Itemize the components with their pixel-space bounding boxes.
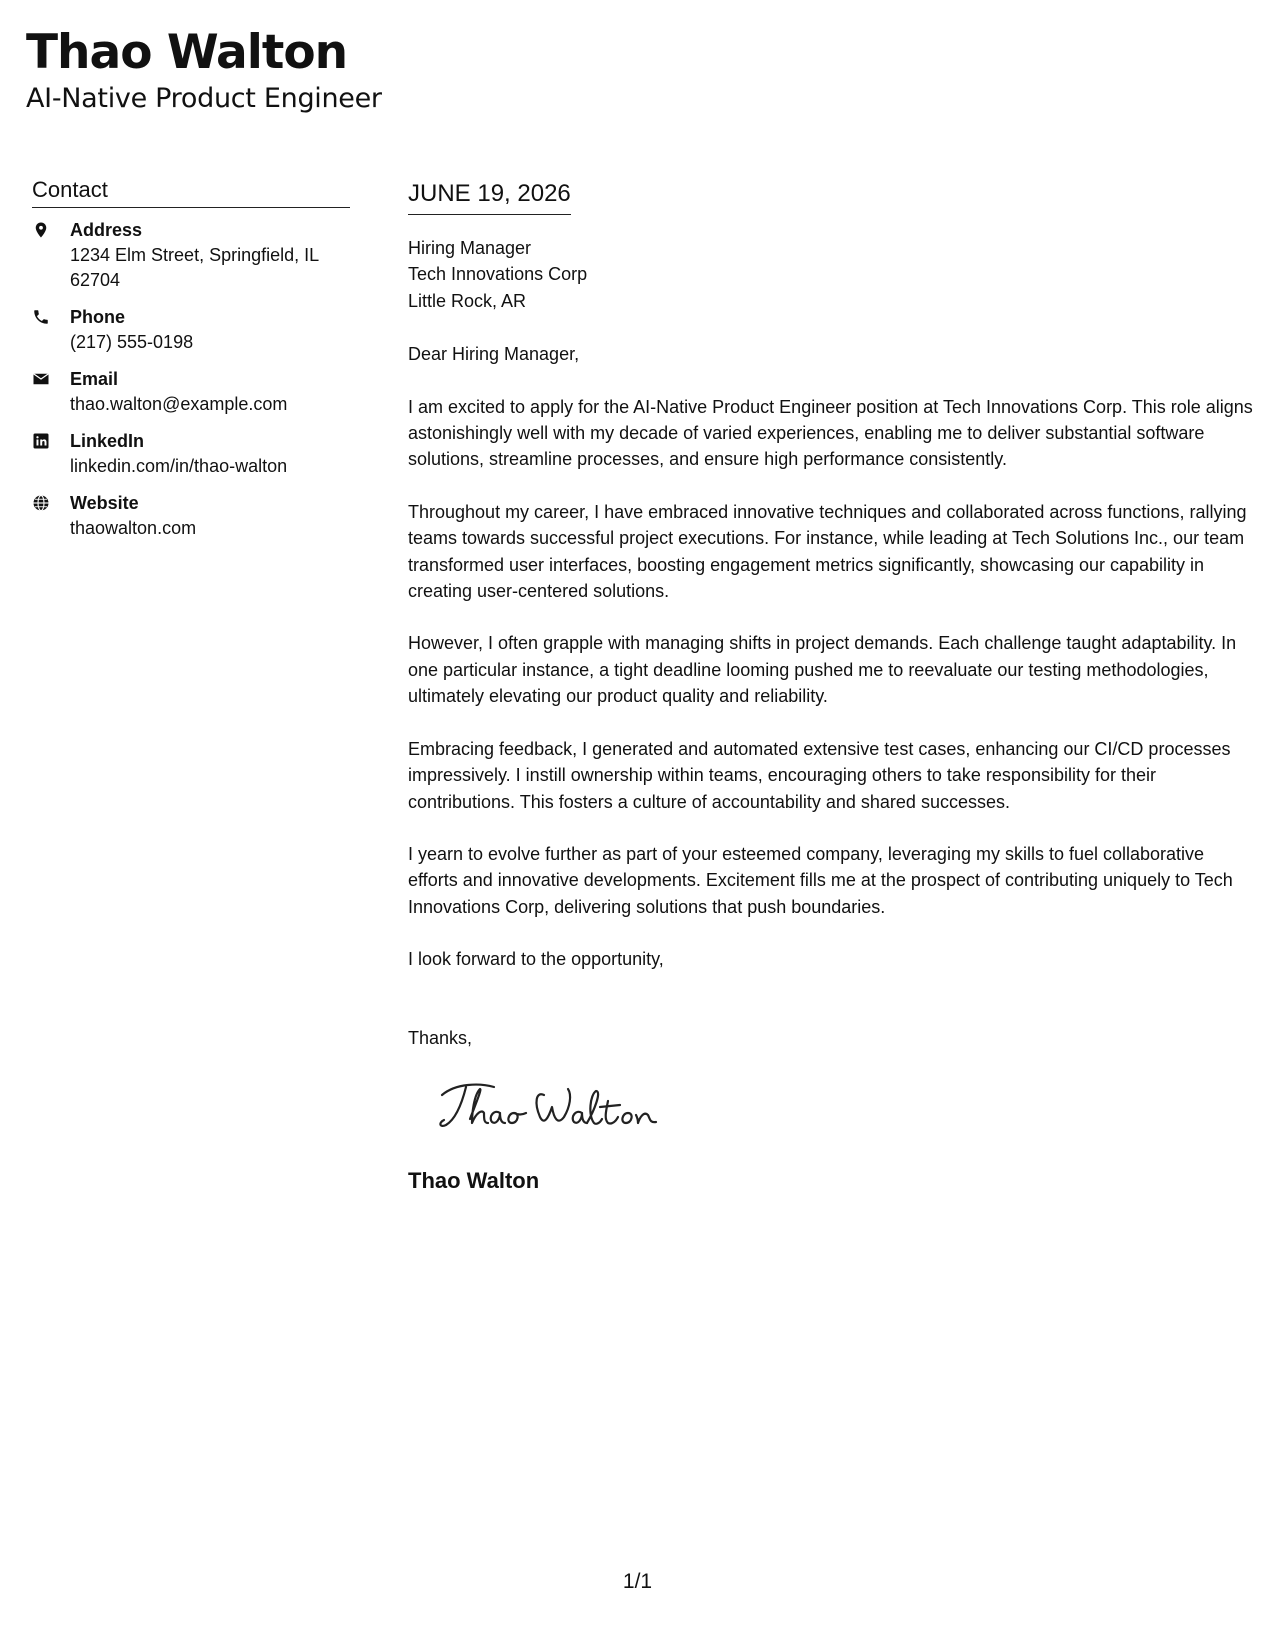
letter-date: JUNE 19, 2026	[408, 178, 571, 215]
recipient-line: Little Rock, AR	[408, 290, 527, 311]
recipient-line: Tech Innovations Corp	[408, 264, 588, 285]
contact-heading: Contact	[32, 176, 350, 208]
contact-label: Phone	[70, 307, 126, 327]
letter-paragraph: However, I often grapple with managing shifts in project demands. Each challenge taught adaptability. In one particular instance, a tight deadline looming pushed me to reevaluate our testing methodologies, ultimately elevating our product quality and reliability.	[408, 633, 1237, 707]
map-pin-icon	[32, 218, 70, 239]
contact-address	[32, 218, 350, 293]
contact-website	[32, 491, 350, 541]
globe-icon	[32, 491, 70, 512]
letter-paragraph: I am excited to apply for the AI-Native Product Engineer position at Tech Innovations Corp. This role aligns astonishingly well with my decade of varied experiences, enabling me to deliver substantial software solutions, streamline processes, and ensure high performance consistently.	[408, 396, 1253, 470]
salutation: Dear Hiring Manager,	[408, 344, 580, 365]
envelope-icon	[32, 367, 70, 388]
letter-body	[408, 178, 1256, 1196]
contact-label: LinkedIn	[70, 431, 145, 451]
contact-value: 1234 Elm Street, Springfield, IL 62704	[70, 245, 319, 290]
contact-label: Website	[70, 493, 139, 513]
page-number: 1/1	[622, 1570, 653, 1593]
recipient-line: Hiring Manager	[408, 238, 532, 258]
signer-name: Thao Walton	[408, 1168, 540, 1194]
recipient-block	[408, 235, 1256, 314]
handwritten-signature	[436, 1073, 666, 1143]
phone-icon	[32, 305, 70, 326]
closing-line: I look forward to the opportunity,	[408, 949, 664, 970]
header	[26, 24, 382, 116]
applicant-name: Thao Walton	[26, 25, 348, 80]
contact-value: (217) 555-0198	[70, 332, 194, 352]
applicant-job-title: AI-Native Product Engineer	[26, 83, 382, 114]
linkedin-icon	[32, 429, 70, 450]
contact-email	[32, 367, 350, 417]
letter-paragraph: Throughout my career, I have embraced innovative techniques and collaborated across functions, rallying teams towards successful project executions. For instance, while leading at Tech Solutions Inc., our team transformed user interfaces, boosting engagement metrics significantly, showcasing our capability in creating user-centered solutions.	[408, 501, 1247, 602]
letter-paragraph: I yearn to evolve further as part of your esteemed company, leveraging my skills to fuel collaborative efforts and innovative developments. Excitement fills me at the prospect of contributing uniquely to Tech Innovations Corp, delivering solutions that push boundaries.	[408, 843, 1233, 917]
signoff: Thanks,	[408, 1027, 473, 1048]
contact-label: Address	[70, 220, 143, 240]
contact-linkedin	[32, 429, 350, 479]
contact-phone	[32, 305, 350, 355]
contact-label: Email	[70, 369, 119, 389]
letter-paragraph: Embracing feedback, I generated and automated extensive test cases, enhancing our CI/CD processes impressively. I instill ownership within teams, encouraging others to take responsibility for their contributions. This fosters a culture of accountability and shared successes.	[408, 738, 1231, 812]
contact-value: thao.walton@example.com	[70, 394, 288, 414]
contact-value: linkedin.com/in/thao-walton	[70, 456, 288, 476]
contact-value: thaowalton.com	[70, 518, 197, 538]
contact-sidebar	[32, 176, 350, 553]
